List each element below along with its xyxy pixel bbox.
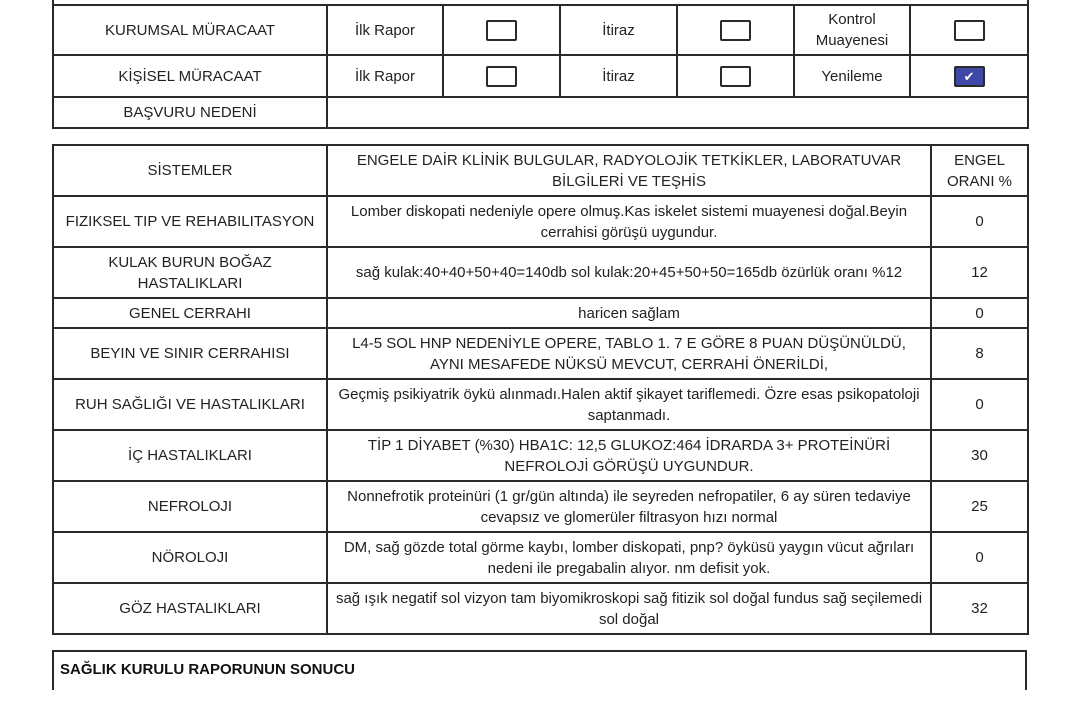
- systems-table: [52, 144, 1029, 635]
- personal-objection-cell: [677, 55, 794, 97]
- corporate-objection-checkbox[interactable]: [720, 20, 751, 41]
- system-rate: 0: [931, 298, 1028, 328]
- table-row: [53, 430, 1028, 481]
- system-findings: TİP 1 DİYABET (%30) HBA1C: 12,5 GLUKOZ:464 İDRARDA 3+ PROTEİNÜRİ NEFROLOJİ GÖRÜŞÜ UYGUNDUR.: [327, 430, 931, 481]
- application-reason-row: [53, 97, 1028, 128]
- system-rate: 32: [931, 583, 1028, 634]
- system-findings: Nonnefrotik proteinüri (1 gr/gün altında) ile seyreden nefropatiler, 6 ay süren tedaviye cevapsız ve glomerüler filtrasyon hızı normal: [327, 481, 931, 532]
- objection-label: İtiraz: [560, 55, 677, 97]
- table-row: [53, 196, 1028, 247]
- system-findings: Lomber diskopati nedeniyle opere olmuş.Kas iskelet sistemi muayenesi doğal.Beyin cerrahisi görüşü uygundur.: [327, 196, 931, 247]
- system-rate: 8: [931, 328, 1028, 379]
- system-name: İÇ HASTALIKLARI: [53, 430, 327, 481]
- system-findings: sağ ışık negatif sol vizyon tam biyomikroskopi sağ fitizik sol doğal fundus sağ seçilemedi sol doğal: [327, 583, 931, 634]
- corporate-objection-cell: [677, 5, 794, 55]
- table-row: [53, 328, 1028, 379]
- corporate-application-label: KURUMSAL MÜRACAAT: [53, 5, 327, 55]
- personal-application-row: [53, 55, 1028, 97]
- result-row: [53, 651, 1026, 690]
- system-rate: 25: [931, 481, 1028, 532]
- system-rate: 12: [931, 247, 1028, 298]
- corporate-first-report-cell: [443, 5, 560, 55]
- system-findings: sağ kulak:40+40+50+40=140db sol kulak:20+45+50+50=165db özürlük oranı %12: [327, 247, 931, 298]
- table-row: [53, 481, 1028, 532]
- application-table: [52, 0, 1029, 129]
- system-name: NEFROLOJI: [53, 481, 327, 532]
- first-report-label: İlk Rapor: [327, 5, 443, 55]
- findings-header: ENGELE DAİR KLİNİK BULGULAR, RADYOLOJİK TETKİKLER, LABORATUVAR BİLGİLERİ VE TEŞHİS: [327, 145, 931, 196]
- system-name: BEYIN VE SINIR CERRAHISI: [53, 328, 327, 379]
- system-rate: 0: [931, 379, 1028, 430]
- systems-header: SİSTEMLER: [53, 145, 327, 196]
- objection-label: İtiraz: [560, 5, 677, 55]
- table-row: [53, 298, 1028, 328]
- system-rate: 0: [931, 196, 1028, 247]
- system-findings: DM, sağ gözde total görme kaybı, lomber diskopati, pnp? öyküsü yaygın vücut ağrıları nedeni ile pregabalin alıyor. nm defisit yok.: [327, 532, 931, 583]
- system-rate: 30: [931, 430, 1028, 481]
- system-findings: haricen sağlam: [327, 298, 931, 328]
- corporate-control-checkbox[interactable]: [954, 20, 985, 41]
- personal-renewal-cell: [910, 55, 1028, 97]
- personal-first-report-cell: [443, 55, 560, 97]
- system-name: GÖZ HASTALIKLARI: [53, 583, 327, 634]
- system-name: GENEL CERRAHI: [53, 298, 327, 328]
- application-reason-value: [327, 97, 1028, 128]
- personal-renewal-checkbox[interactable]: [954, 66, 985, 87]
- system-findings: Geçmiş psikiyatrik öykü alınmadı.Halen aktif şikayet tariflemedi. Özre esas psikopatoloji saptanmadı.: [327, 379, 931, 430]
- control-exam-label: Kontrol Muayenesi: [794, 5, 910, 55]
- personal-objection-checkbox[interactable]: [720, 66, 751, 87]
- result-cell: [53, 651, 1026, 690]
- corporate-control-cell: [910, 5, 1028, 55]
- renewal-label: Yenileme: [794, 55, 910, 97]
- report-result-title: SAĞLIK KURULU RAPORUNUN SONUCU: [60, 661, 355, 678]
- table-row: [53, 532, 1028, 583]
- system-name: NÖROLOJI: [53, 532, 327, 583]
- table-row: [53, 247, 1028, 298]
- corporate-first-report-checkbox[interactable]: [486, 20, 517, 41]
- table-row: [53, 583, 1028, 634]
- result-table: [52, 650, 1027, 690]
- system-rate: 0: [931, 532, 1028, 583]
- application-reason-label: BAŞVURU NEDENİ: [53, 97, 327, 128]
- corporate-application-row: [53, 5, 1028, 55]
- system-name: KULAK BURUN BOĞAZ HASTALIKLARI: [53, 247, 327, 298]
- personal-first-report-checkbox[interactable]: [486, 66, 517, 87]
- table-row: [53, 379, 1028, 430]
- system-name: FIZIKSEL TIP VE REHABILITASYON: [53, 196, 327, 247]
- disability-rate-header: ENGEL ORANI %: [931, 145, 1028, 196]
- personal-application-label: KİŞİSEL MÜRACAAT: [53, 55, 327, 97]
- system-findings: L4-5 SOL HNP NEDENİYLE OPERE, TABLO 1. 7 E GÖRE 8 PUAN DÜŞÜNÜLDÜ, AYNI MESAFEDE NÜKSÜ MEVCUT, CERRAHİ ÖNERİLDİ,: [327, 328, 931, 379]
- systems-header-row: [53, 145, 1028, 196]
- system-name: RUH SAĞLIĞI VE HASTALIKLARI: [53, 379, 327, 430]
- first-report-label: İlk Rapor: [327, 55, 443, 97]
